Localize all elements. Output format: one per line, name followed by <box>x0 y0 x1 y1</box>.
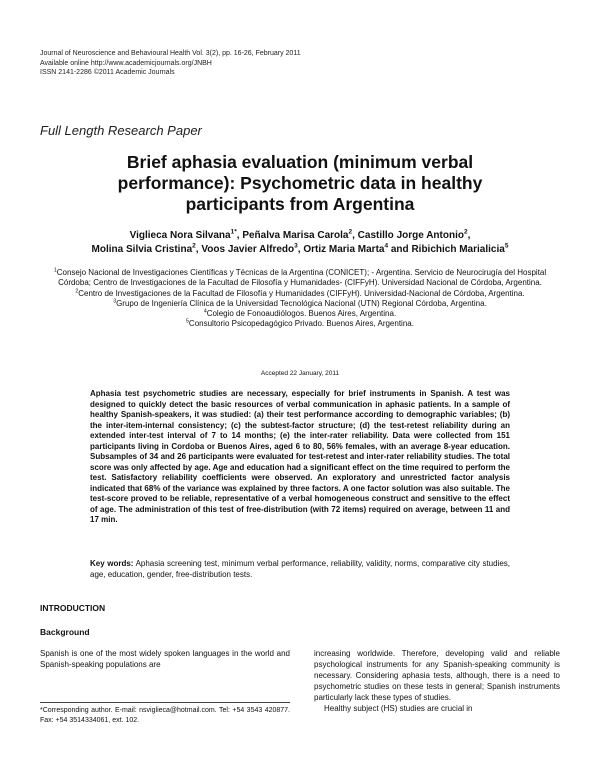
affiliation-text: Colegio de Fonoaudiólogos. Buenos Aires, Argentina. <box>206 309 397 319</box>
keywords-text: Aphasia screening test, minimum verbal performance, reliability, validity, norms, comparative city studies, age, education, gender, free-distribution tests. <box>90 559 511 579</box>
author-sup: 2 <box>192 242 196 250</box>
footnote-divider <box>40 702 290 703</box>
author-sup: 4 <box>384 242 389 250</box>
author-name: Ortiz Maria Marta <box>303 244 385 255</box>
author-sup: 2 <box>348 228 353 236</box>
body-paragraph-start: Healthy subject (HS) studies are crucial in <box>324 704 473 713</box>
affiliation-text: Grupo de Ingeniería Clínica de la Universidad Tecnológica Nacional (UTN) Regional Córdoba, Argentina. <box>116 298 487 308</box>
journal-url: Available online http://www.academicjournals.org/JNBH <box>40 59 212 67</box>
affiliation-text: Consultorio Psicopedagógico Privado. Buenos Aires, Argentina. <box>188 319 414 329</box>
affiliation-number: 1 <box>53 267 57 274</box>
journal-header <box>40 49 301 78</box>
affiliation <box>40 268 560 289</box>
affiliation-number: 3 <box>113 298 117 305</box>
author-separator: and <box>388 244 412 255</box>
author-name: Molina Silvia Cristina <box>91 244 193 255</box>
keywords <box>90 558 510 580</box>
author-separator: , <box>467 230 471 241</box>
affiliation <box>40 289 560 299</box>
author-name: Castillo Jorge Antonio <box>357 230 464 241</box>
affiliation <box>40 299 560 309</box>
introduction-heading: INTRODUCTION <box>40 603 106 613</box>
author-separator: , <box>297 244 304 255</box>
affiliation-text: Consejo Nacional de Investigaciones Científicas y Técnicas de la Argentina (CONICET); - Argentina. Servicio de Neurocirugía del Hospital Córdoba; Centro de Investigaciones de la Facultad de Filosofía y Humanidades- (CIFFyH). Universidad Nacional de Córdoba, Argentina. <box>56 268 547 288</box>
author-name: Ribichich Marialicia <box>411 244 505 255</box>
body-left-column: Spanish is one of the most widely spoken languages in the world and Spanish-speaking populations are <box>40 649 290 669</box>
author-sup: 5 <box>504 242 509 250</box>
affiliation-text: Centro de Investigaciones de la Facultad de Filosofía y Humanidades (CIFFyH). Universidad-Nacional de Córdoba, Argentina. <box>78 288 525 298</box>
author-separator: , <box>195 244 202 255</box>
author-name: Voos Javier Alfredo <box>201 244 295 255</box>
affiliations <box>40 268 560 330</box>
author-separator: , <box>236 230 243 241</box>
body-right-column <box>314 648 560 714</box>
paper-title: Brief aphasia evaluation (minimum verbal performance): Psychometric data in healthy participants from Argentina <box>117 152 483 214</box>
affiliation <box>40 309 560 319</box>
journal-issn: ISSN 2141-2286 ©2011 Academic Journals <box>40 69 175 76</box>
affiliation-number: 4 <box>203 308 207 315</box>
affiliation-number: 2 <box>75 287 79 294</box>
author-name: Peñalva Marisa Carola <box>242 230 349 241</box>
author-separator: , <box>352 230 358 241</box>
corresponding-author-footnote: *Corresponding author. E-mail: nsviglieca@hotmail.com. Tel: +54 3543 420877. Fax: +54 3514334061, ext. 102. <box>40 707 290 724</box>
keywords-label: Key words: <box>90 559 134 568</box>
paper-type: Full Length Research Paper <box>40 123 202 138</box>
author-sup: 2 <box>463 228 468 236</box>
accepted-date: Accepted 22 January, 2011 <box>260 370 340 377</box>
affiliation <box>40 319 560 329</box>
author-name: Viglieca Nora Silvana <box>129 230 231 241</box>
journal-citation: Journal of Neuroscience and Behavioural Health Vol. 3(2), pp. 16-26, February 2011 <box>40 50 301 57</box>
background-heading: Background <box>40 627 90 637</box>
body-paragraph: increasing worldwide. Therefore, developing valid and reliable psychological instruments for any Spanish-speaking community is necessary. Considering aphasia tests, although, there is a need to psychometric studies on these tests in general; Spanish instruments particularly lack these types of studies. <box>314 649 560 702</box>
author-sup: 3 <box>294 242 298 250</box>
abstract: Aphasia test psychometric studies are necessary, especially for brief instruments in Spanish. A test was designed to quickly detect the basic resources of verbal communication in aphasic patients. In a sample of healthy Spanish-speakers, it was studied: (a) their test performance according to demographic variables; (b) the inter-item-internal consistency; (c) the subtest-factor structure; (d) the test-retest reliability during an extended inter-test interval of 7 to 14 months; (e) the inter-rater reliability. Data were collected from 151 participants living in Cordoba or Buenos Aires, aged 6 to 80, 56% females, with an average 8-year education. Subsamples of 34 and 26 participants were evaluated for test-retest and inter-rater reliability studies. The total score was only affected by age. Age and education had a significant effect on the time required to perform the test. Satisfactory reliability coefficients were observed. An exploratory and unrestricted factor analysis indicated that 68% of the variance was explained by three factors. A one factor solution was also suitable. The test-score proved to be reliable, representative of a verbal homogeneous construct and sensitive to the effect of age. The administration of this test of free-distribution (with 72 items) required on average, between 11 and 17 min. <box>90 389 510 524</box>
affiliation-number: 5 <box>186 318 189 325</box>
author-sup: 1* <box>230 228 237 236</box>
author-list <box>70 229 530 257</box>
